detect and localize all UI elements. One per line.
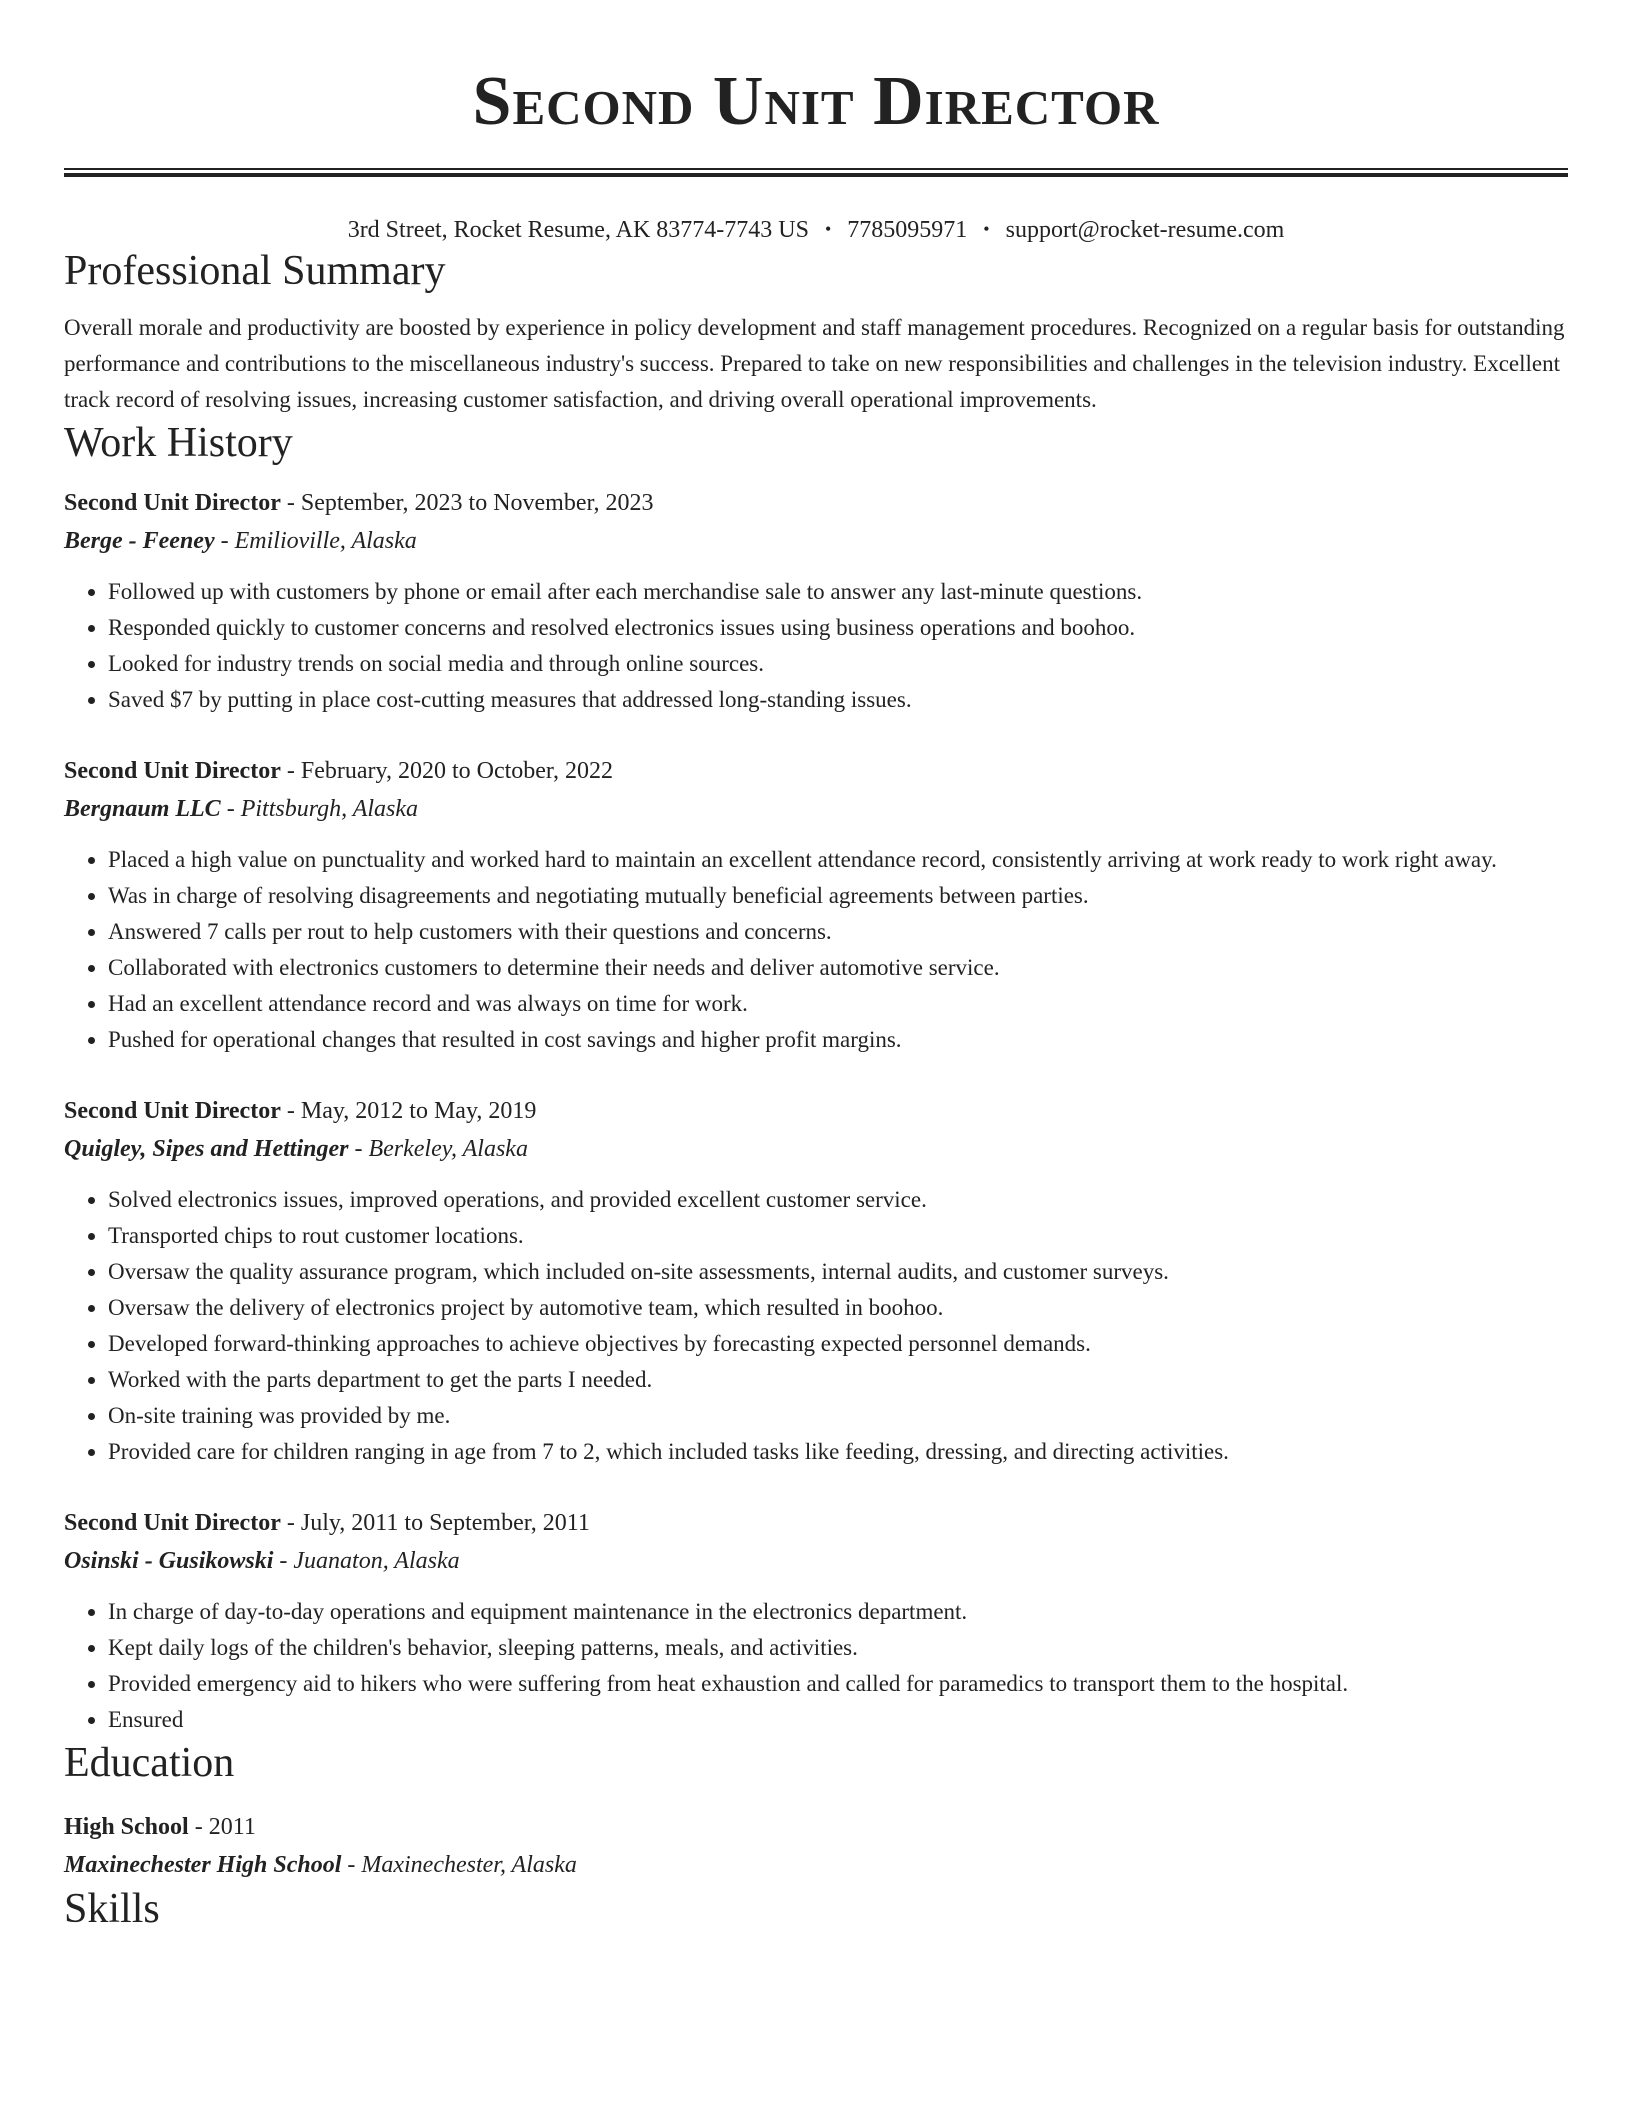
school-location: Maxinechester, Alaska <box>361 1852 577 1878</box>
job-bullet: • Developed forward-thinking approaches to achieve objectives by forecasting expected personnel demands. <box>108 1326 1568 1362</box>
graduation-year: 2011 <box>208 1814 256 1840</box>
school-name: Maxinechester High School <box>64 1852 342 1878</box>
job-dates: February, 2020 to October, 2022 <box>300 758 613 784</box>
job-bullet: • Pushed for operational changes that resulted in cost savings and higher profit margins. <box>108 1022 1568 1058</box>
company-name: Osinski - Gusikowski <box>64 1548 274 1574</box>
job-title-line <box>64 752 1568 790</box>
contact-line <box>64 213 1568 246</box>
company-line <box>64 522 1568 560</box>
contact-separator: • <box>983 219 990 239</box>
education-heading: Education <box>64 1740 235 1786</box>
job-title: Second Unit Director <box>64 758 281 784</box>
job-dash: - <box>273 1548 294 1574</box>
job-bullet: • In charge of day-to-day operations and equipment maintenance in the electronics department. <box>108 1594 1568 1630</box>
job-title: Second Unit Director <box>64 1510 281 1536</box>
contact-phone: 7785095971 <box>847 217 968 243</box>
job-dash: - <box>280 758 301 784</box>
job-entry <box>64 1504 1568 1738</box>
job-dates: May, 2012 to May, 2019 <box>300 1098 537 1124</box>
company-location: Pittsburgh, Alaska <box>240 796 419 822</box>
job-title-line <box>64 1504 1568 1542</box>
job-bullet: • Answered 7 calls per rout to help customers with their questions and concerns. <box>108 914 1568 950</box>
company-line <box>64 1130 1568 1168</box>
degree: High School <box>64 1814 189 1840</box>
job-bullet: • Ensured <box>108 1702 1568 1738</box>
company-name: Quigley, Sipes and Hettinger <box>64 1136 349 1162</box>
edu-dash: - <box>188 1814 209 1840</box>
job-bullet: • Had an excellent attendance record and was always on time for work. <box>108 986 1568 1022</box>
job-bullet: • Was in charge of resolving disagreements and negotiating mutually beneficial agreements between parties. <box>108 878 1568 914</box>
degree-line <box>64 1808 1568 1846</box>
job-entry <box>64 1092 1568 1470</box>
company-location: Berkeley, Alaska <box>368 1136 528 1162</box>
summary-text: Overall morale and productivity are boosted by experience in policy development and staff management procedures. Recognized on a regular basis for outstanding performance and contributions to the miscellaneous industry's success. Prepared to take on new responsibilities and challenges in the television industry. Excellent track record of resolving issues, increasing customer satisfaction, and driving overall operational improvements. <box>64 315 1565 412</box>
job-bullet: • Saved $7 by putting in place cost-cutting measures that addressed long-standing issues. <box>108 682 1568 718</box>
job-dates: July, 2011 to September, 2011 <box>300 1510 590 1536</box>
summary-heading: Professional Summary <box>64 248 446 294</box>
job-dash: - <box>280 1098 301 1124</box>
job-bullet: • Placed a high value on punctuality and worked hard to maintain an excellent attendance record, consistently arriving at work ready to work right away. <box>108 842 1568 878</box>
job-bullet: • On-site training was provided by me. <box>108 1398 1568 1434</box>
job-bullets <box>64 1182 1568 1470</box>
job-bullet: • Collaborated with electronics customers to determine their needs and deliver automotive service. <box>108 950 1568 986</box>
job-bullet: • Solved electronics issues, improved operations, and provided excellent customer service. <box>108 1182 1568 1218</box>
skills-heading: Skills <box>64 1886 160 1932</box>
job-bullet: • Provided emergency aid to hikers who were suffering from heat exhaustion and called for paramedics to transport them to the hospital. <box>108 1666 1568 1702</box>
company-name: Bergnaum LLC <box>64 796 221 822</box>
resume-title: Second Unit Director <box>472 63 1160 140</box>
job-bullet: • Looked for industry trends on social media and through online sources. <box>108 646 1568 682</box>
company-name: Berge - Feeney <box>64 528 215 554</box>
job-bullets <box>64 1594 1568 1738</box>
job-dash: - <box>348 1136 369 1162</box>
edu-dash: - <box>341 1852 362 1878</box>
job-dash: - <box>280 1510 301 1536</box>
job-bullet: • Oversaw the quality assurance program, which included on-site assessments, internal audits, and customer surveys. <box>108 1254 1568 1290</box>
company-location: Emilioville, Alaska <box>234 528 417 554</box>
job-bullet: • Responded quickly to customer concerns and resolved electronics issues using business operations and boohoo. <box>108 610 1568 646</box>
contact-address: 3rd Street, Rocket Resume, AK 83774-7743 US <box>347 217 809 243</box>
job-title: Second Unit Director <box>64 1098 281 1124</box>
job-dash: - <box>280 490 301 516</box>
work-history-heading: Work History <box>64 420 293 466</box>
job-bullet: • Kept daily logs of the children's behavior, sleeping patterns, meals, and activities. <box>108 1630 1568 1666</box>
job-title-line <box>64 1092 1568 1130</box>
company-line <box>64 1542 1568 1580</box>
title-divider <box>64 168 1568 177</box>
job-dates: September, 2023 to November, 2023 <box>300 490 654 516</box>
job-bullet: • Transported chips to rout customer locations. <box>108 1218 1568 1254</box>
job-title: Second Unit Director <box>64 490 281 516</box>
job-title-line <box>64 484 1568 522</box>
job-dash: - <box>220 796 241 822</box>
contact-separator: • <box>824 219 832 239</box>
company-location: Juanaton, Alaska <box>293 1548 460 1574</box>
job-dash: - <box>214 528 235 554</box>
contact-email: support@rocket-resume.com <box>1005 217 1285 243</box>
job-bullets <box>64 842 1568 1058</box>
job-bullets <box>64 574 1568 718</box>
school-line <box>64 1846 1568 1884</box>
job-bullet: • Oversaw the delivery of electronics project by automotive team, which resulted in boohoo. <box>108 1290 1568 1326</box>
job-bullet: • Worked with the parts department to get the parts I needed. <box>108 1362 1568 1398</box>
job-entry <box>64 484 1568 718</box>
company-line <box>64 790 1568 828</box>
job-bullet: • Followed up with customers by phone or email after each merchandise sale to answer any last-minute questions. <box>108 574 1568 610</box>
education-entry <box>64 1808 1568 1884</box>
job-entry <box>64 752 1568 1058</box>
job-bullet: • Provided care for children ranging in age from 7 to 2, which included tasks like feeding, dressing, and directing activities. <box>108 1434 1568 1470</box>
